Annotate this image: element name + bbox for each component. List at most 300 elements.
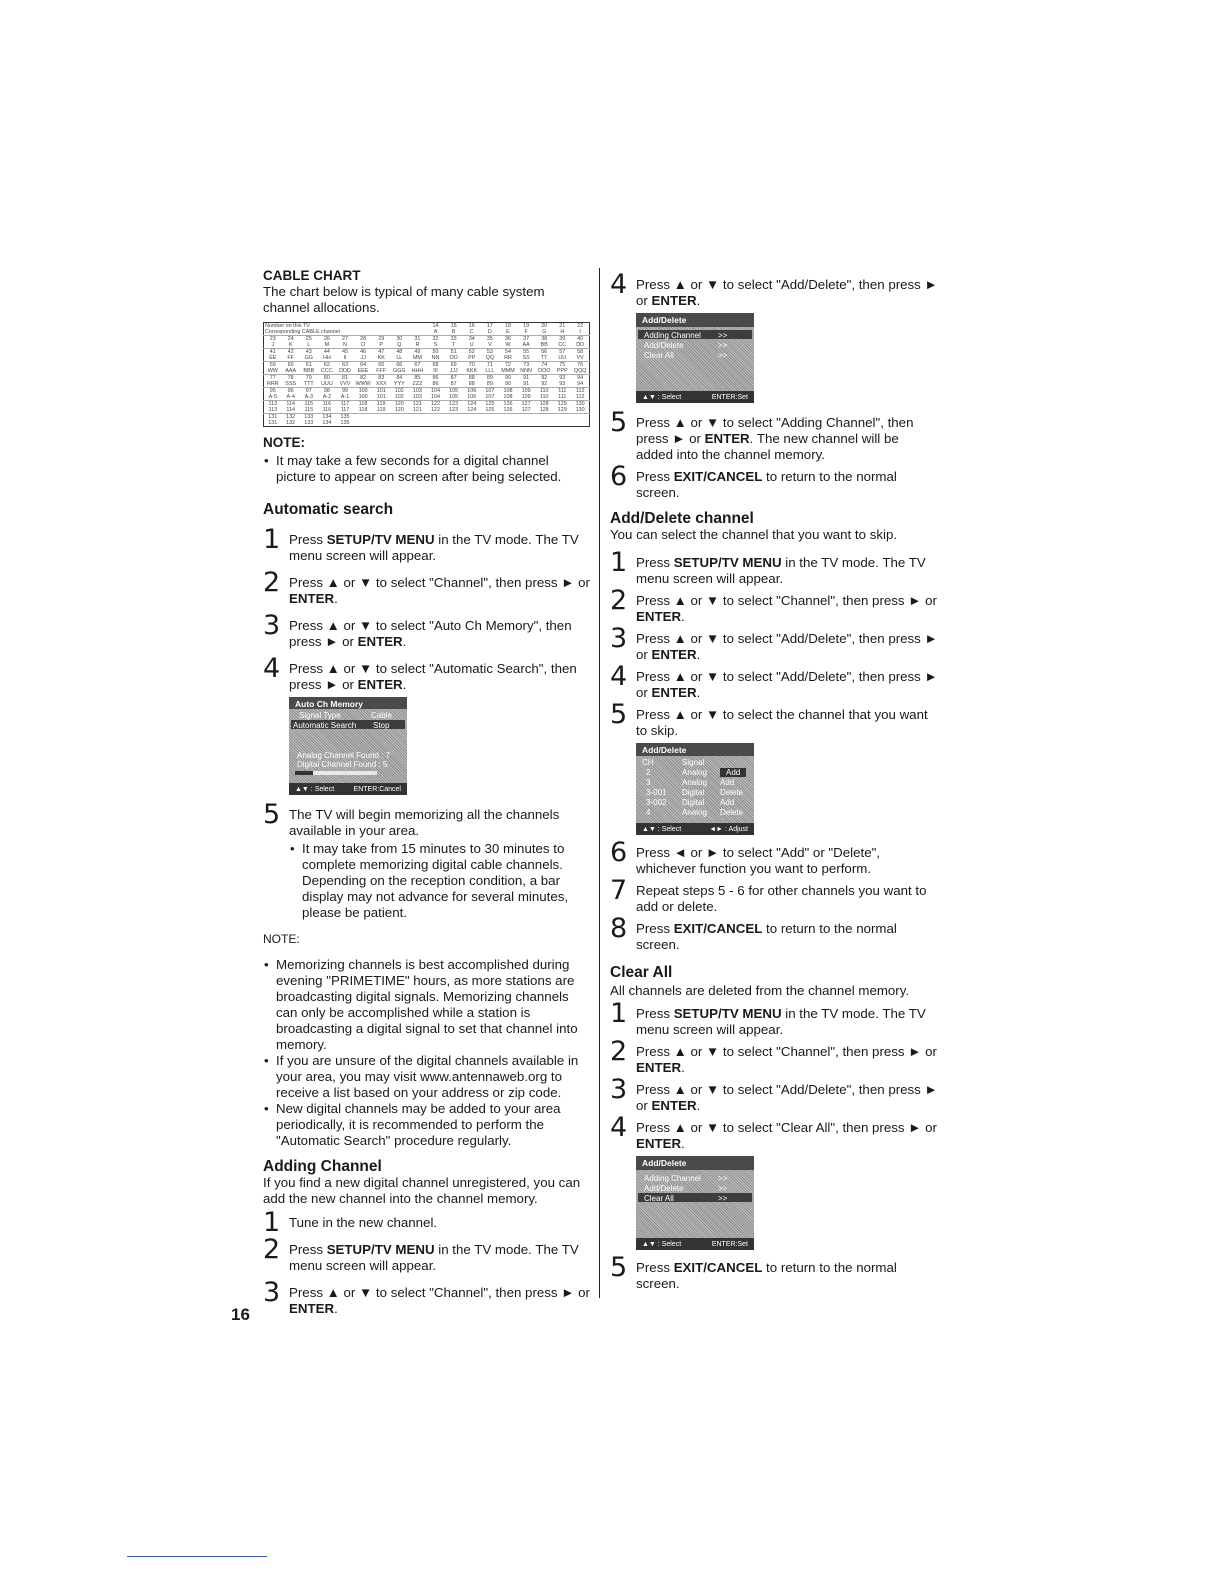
analog-found-text: Analog Channel Found : 7 bbox=[297, 751, 390, 760]
cable-chart-cell: 122 bbox=[426, 401, 444, 408]
cable-chart-cell: HH bbox=[322, 355, 331, 361]
cable-chart-cell: 78 bbox=[282, 375, 300, 382]
cable-chart-cell: 76 bbox=[571, 362, 589, 369]
cable-chart-cell: SS bbox=[522, 355, 530, 361]
cable-chart-cell: 124 bbox=[467, 407, 477, 413]
cable-chart-cell: 127 bbox=[521, 407, 531, 413]
cable-chart-cell: 65 bbox=[372, 362, 390, 369]
step-text: Press ▲ or ▼ to select the channel that you want to skip. bbox=[636, 707, 928, 738]
note2-item: • Memorizing channels is best accomplished during evening "PRIMETIME" hours, as more stations are broadcasting digital signals. Memorizing channels can only be accomplished while a station is broadcasting a digital signal to set that channel into memory. bbox=[263, 957, 590, 1053]
cable-chart-cell: 116 bbox=[318, 401, 336, 408]
cable-chart-cell: 90 bbox=[499, 375, 517, 382]
adding-channel-steps-continued bbox=[610, 269, 938, 1292]
step-3 bbox=[263, 610, 590, 650]
cable-chart-cell: 93 bbox=[553, 375, 571, 382]
osd-footer-right: ENTER:Set bbox=[711, 1241, 748, 1248]
cable-chart-cell: JJ bbox=[360, 355, 366, 361]
step-number: 4 bbox=[610, 1112, 628, 1143]
cable-chart-cell: HHH bbox=[411, 368, 424, 374]
osd-signal-type: Analog bbox=[682, 768, 707, 777]
osd-signal-type: Digital bbox=[682, 798, 705, 807]
cable-chart-cell bbox=[481, 420, 499, 427]
cable-chart-cell: N bbox=[343, 342, 347, 348]
cable-chart-cell: 94 bbox=[577, 381, 584, 387]
cable-chart-cell: ZZZ bbox=[412, 381, 423, 387]
cable-chart-cell bbox=[372, 420, 390, 427]
cable-chart-cell: QQQ bbox=[573, 368, 587, 374]
step-text: Press ▲ or ▼ to select "Channel", then press ► or ENTER. bbox=[289, 575, 590, 606]
cable-chart-cell: DDD bbox=[339, 368, 351, 374]
cable-chart-cell: B bbox=[451, 329, 456, 335]
cable-chart-cell: 32 bbox=[426, 336, 444, 343]
cable-chart-cell: 100 bbox=[358, 394, 368, 400]
cable-chart-cell: 126 bbox=[499, 401, 517, 408]
osd-title: Add/Delete bbox=[642, 1158, 687, 1168]
cable-chart-intro: The chart below is typical of many cable system channel allocations. bbox=[263, 284, 545, 315]
cable-chart-cell: 38 bbox=[535, 336, 553, 343]
osd-title-bar bbox=[636, 1156, 754, 1170]
cable-chart-cell: 91 bbox=[517, 375, 535, 382]
cable-chart-cell: PPP bbox=[556, 368, 568, 374]
step-number: 7 bbox=[610, 875, 628, 906]
cable-chart-cell: 112 bbox=[571, 388, 589, 395]
cable-chart-cell: 61 bbox=[300, 362, 318, 369]
cable-chart-cell: 15 bbox=[450, 323, 457, 329]
osd-add-delete-state: Add bbox=[720, 768, 746, 777]
cable-chart-cell: RR bbox=[504, 355, 512, 361]
cable-chart-cell: 88 bbox=[468, 381, 475, 387]
cable-chart-cell: O bbox=[361, 342, 366, 348]
cable-chart-cell: 47 bbox=[372, 349, 390, 356]
cable-chart-cell: 128 bbox=[535, 401, 553, 408]
step-text: Press EXIT/CANCEL to return to the normal screen. bbox=[636, 921, 897, 952]
cable-chart-cell: 86 bbox=[432, 381, 439, 387]
cable-chart-cell: 66 bbox=[390, 362, 408, 369]
cable-chart-cell: 131 bbox=[264, 414, 282, 421]
cable-chart-cell: 104 bbox=[431, 394, 441, 400]
cable-chart-cell: 125 bbox=[481, 401, 499, 408]
cable-chart-cell: 84 bbox=[390, 375, 408, 382]
cable-chart-cell: 63 bbox=[336, 362, 354, 369]
cable-chart-cell: 89 bbox=[486, 381, 493, 387]
osd-footer bbox=[289, 783, 407, 795]
cable-chart-cell: 14 bbox=[432, 323, 439, 329]
cable-chart-cell: 56 bbox=[535, 349, 553, 356]
cable-chart-cell: 96 bbox=[282, 388, 300, 395]
step-number: 3 bbox=[610, 1074, 628, 1105]
cable-chart-cell: 89 bbox=[481, 375, 499, 382]
osd-menu-arrow: >> bbox=[718, 1194, 728, 1203]
step-text: Press ▲ or ▼ to select "Channel", then press ► or ENTER. bbox=[636, 1044, 937, 1075]
osd-menu-item: Adding Channel bbox=[644, 331, 701, 340]
note2-title: NOTE: bbox=[263, 932, 300, 946]
step-2 bbox=[610, 585, 938, 625]
cable-chart-cell: C bbox=[469, 329, 474, 335]
cable-chart-cell: NN bbox=[431, 355, 440, 361]
cable-chart-cell: GG bbox=[304, 355, 313, 361]
cable-chart-cell: 70 bbox=[463, 362, 481, 369]
osd-menu-arrow: >> bbox=[718, 331, 728, 340]
cable-chart-cell: 73 bbox=[517, 362, 535, 369]
cable-chart-cell: A-1 bbox=[340, 394, 350, 400]
cable-chart-cell: S bbox=[433, 342, 438, 348]
osd-channel-number: 4 bbox=[646, 808, 651, 817]
right-column bbox=[610, 268, 938, 1292]
cable-chart-cell bbox=[571, 420, 589, 427]
cable-chart-cell: 116 bbox=[322, 407, 332, 413]
cable-chart-cell: III bbox=[433, 368, 438, 374]
cable-chart-cell: JJJ bbox=[449, 368, 458, 374]
cable-chart-cell: WW bbox=[267, 368, 278, 374]
cable-chart-cell bbox=[517, 420, 535, 427]
cable-chart-cell: 104 bbox=[426, 388, 444, 395]
cable-chart-cell: 114 bbox=[286, 407, 295, 413]
osd-footer-right: ENTER:Set bbox=[711, 394, 748, 401]
step-2 bbox=[263, 567, 590, 607]
search-progress-bar bbox=[295, 771, 377, 775]
cable-chart-cell: 43 bbox=[300, 349, 318, 356]
cable-chart-cell bbox=[390, 420, 408, 427]
cable-chart-cell: K bbox=[288, 342, 293, 348]
step-6 bbox=[610, 837, 938, 877]
cable-chart-cell: 107 bbox=[485, 394, 495, 400]
clear-all-intro: All channels are deleted from the channel memory. bbox=[610, 983, 910, 998]
cable-chart-cell: A-3 bbox=[304, 394, 313, 400]
osd-title-bar bbox=[636, 743, 754, 756]
cable-chart-cell: 117 bbox=[336, 401, 354, 408]
cable-chart-cell: 113 bbox=[264, 401, 282, 408]
step-number: 1 bbox=[610, 547, 628, 578]
cable-chart-cell: II bbox=[343, 355, 347, 361]
cable-chart-cell: 31 bbox=[408, 336, 426, 343]
cable-chart-cell: 22 bbox=[577, 323, 584, 329]
note-list bbox=[263, 453, 590, 485]
cable-chart-cell: FFF bbox=[376, 368, 387, 374]
cable-chart-cell: 49 bbox=[408, 349, 426, 356]
cable-chart-cell: VVV bbox=[339, 381, 351, 387]
cable-chart-cell: EEE bbox=[357, 368, 369, 374]
cable-chart-cell: 106 bbox=[463, 388, 481, 395]
step-5 bbox=[610, 407, 938, 463]
step-text: Press ▲ or ▼ to select "Add/Delete", then press ► or ENTER. bbox=[636, 277, 938, 308]
cable-chart-cell: 131 bbox=[268, 420, 278, 426]
cable-chart-cell: 93 bbox=[559, 381, 566, 387]
cable-chart-cell: 88 bbox=[463, 375, 481, 382]
cable-chart-cell: DD bbox=[576, 342, 585, 348]
osd-footer bbox=[636, 391, 754, 403]
step-7 bbox=[610, 875, 938, 915]
cable-chart-cell: 109 bbox=[521, 394, 531, 400]
cable-chart-cell: 120 bbox=[394, 407, 404, 413]
cable-chart-cell: 17 bbox=[486, 323, 493, 329]
cable-chart-cell: 55 bbox=[517, 349, 535, 356]
cable-chart-cell: FF bbox=[287, 355, 294, 361]
cable-chart-cell: T bbox=[452, 342, 456, 348]
cable-chart-cell: 123 bbox=[449, 407, 459, 413]
step-4 bbox=[263, 653, 590, 693]
add-delete-menu-screen bbox=[636, 313, 754, 403]
cable-chart-cell: 132 bbox=[286, 420, 296, 426]
cable-chart-cell: 118 bbox=[354, 401, 372, 408]
cable-chart-cell bbox=[354, 420, 372, 427]
step-number: 5 bbox=[610, 1252, 628, 1283]
osd-menu-item: Add/Delete bbox=[644, 341, 684, 350]
step-text: Repeat steps 5 - 6 for other channels you want to add or delete. bbox=[636, 883, 927, 914]
cable-chart-cell: 103 bbox=[412, 394, 422, 400]
cable-chart-cell: 80 bbox=[318, 375, 336, 382]
automatic-search-step-5 bbox=[263, 799, 590, 839]
step-number: 3 bbox=[610, 623, 628, 654]
cable-chart-cell: TTT bbox=[303, 381, 314, 387]
osd-footer bbox=[636, 823, 754, 835]
cable-chart-cell: 134 bbox=[318, 414, 336, 421]
step-number: 4 bbox=[263, 653, 281, 684]
cable-chart-cell: W bbox=[505, 342, 511, 348]
step-3 bbox=[263, 1277, 590, 1317]
cable-chart-cell: 21 bbox=[559, 323, 566, 329]
cable-chart-cell: 114 bbox=[282, 401, 300, 408]
clear-all-menu-screen bbox=[636, 1156, 754, 1250]
cable-chart-cell: 41 bbox=[264, 349, 282, 356]
osd-title: Add/Delete bbox=[642, 745, 687, 755]
cable-chart-cell: LLL bbox=[485, 368, 495, 374]
osd-menu-item: Automatic Search bbox=[293, 721, 357, 730]
cable-chart-cell: 45 bbox=[336, 349, 354, 356]
step-text: Press ◄ or ► to select "Add" or "Delete", whichever function you want to perform. bbox=[636, 845, 881, 876]
step-text: Tune in the new channel. bbox=[289, 1215, 438, 1230]
cable-chart-cell: E bbox=[506, 329, 510, 335]
cable-chart-cell: 122 bbox=[431, 407, 441, 413]
cable-chart-cell: RRR bbox=[266, 381, 279, 387]
cable-chart-cell: AAA bbox=[285, 368, 297, 374]
cable-chart-cell: 33 bbox=[445, 336, 463, 343]
osd-footer-left: ▲▼ : Select bbox=[642, 394, 682, 401]
cable-chart-cell bbox=[445, 420, 463, 427]
step-number: 4 bbox=[610, 269, 628, 300]
cable-chart-cell: 87 bbox=[450, 381, 457, 387]
step-text: Press SETUP/TV MENU in the TV mode. The TV menu screen will appear. bbox=[289, 1242, 579, 1273]
cable-chart-cell: R bbox=[415, 342, 420, 348]
osd-signal-type: Analog bbox=[682, 808, 707, 817]
cable-chart-cell: 74 bbox=[535, 362, 553, 369]
cable-chart-cell: F bbox=[524, 329, 528, 335]
cable-chart-cell: 102 bbox=[390, 388, 408, 395]
osd-channel-number: 3-002 bbox=[646, 798, 667, 807]
step-8 bbox=[610, 913, 938, 953]
page-number: 16 bbox=[231, 1305, 250, 1324]
cable-chart-cell: 18 bbox=[504, 323, 511, 329]
cable-chart-cell: QQ bbox=[485, 355, 495, 361]
step-2 bbox=[263, 1234, 590, 1274]
cable-chart-cell: 71 bbox=[481, 362, 499, 369]
step-text: The TV will begin memorizing all the channels available in your area. bbox=[289, 807, 560, 838]
cable-chart-cell: BBB bbox=[303, 368, 315, 374]
cable-chart-cell: MMM bbox=[501, 368, 515, 374]
cable-chart-cell: 123 bbox=[445, 401, 463, 408]
step-number: 1 bbox=[610, 998, 628, 1029]
cable-chart-title: CABLE CHART bbox=[263, 268, 361, 283]
cable-chart-cell: 35 bbox=[481, 336, 499, 343]
step-number: 5 bbox=[610, 699, 628, 730]
step-4 bbox=[610, 269, 938, 309]
step-number: 2 bbox=[263, 567, 281, 598]
cable-chart-cell: 109 bbox=[517, 388, 535, 395]
step-1 bbox=[263, 1207, 590, 1238]
osd-column-header: CH bbox=[642, 758, 654, 767]
cable-chart-cell: OO bbox=[449, 355, 458, 361]
cable-chart-label: Number on this TV bbox=[265, 323, 310, 329]
cable-chart-cell bbox=[553, 420, 571, 427]
step-text: Press ▲ or ▼ to select "Automatic Search", then press ► or ENTER. bbox=[289, 661, 577, 692]
step-6 bbox=[610, 461, 938, 501]
cable-chart-cell: 92 bbox=[541, 381, 548, 387]
cable-chart-cell: 58 bbox=[571, 349, 589, 356]
cable-chart-cell: G bbox=[542, 329, 547, 335]
add-delete-channel-heading: Add/Delete channel bbox=[610, 510, 754, 527]
cable-chart-cell: 95 bbox=[264, 388, 282, 395]
cable-chart-cell: 48 bbox=[390, 349, 408, 356]
cable-chart-cell: 105 bbox=[445, 388, 463, 395]
osd-channel-number: 2 bbox=[646, 768, 651, 777]
osd-add-delete-state: Delete bbox=[720, 808, 744, 817]
cable-chart-cell: L bbox=[307, 342, 311, 348]
cable-chart-cell: SSS bbox=[285, 381, 297, 387]
automatic-search-steps bbox=[263, 524, 590, 693]
cable-chart-cell: 126 bbox=[503, 407, 513, 413]
note2-list bbox=[263, 957, 590, 1149]
step-number: 3 bbox=[263, 610, 281, 641]
step-number: 2 bbox=[610, 1036, 628, 1067]
note2-item: • New digital channels may be added to your area periodically, it is recommended to perform the "Automatic Search" procedure regularly. bbox=[263, 1101, 590, 1149]
step-text: Press SETUP/TV MENU in the TV mode. The TV menu screen will appear. bbox=[636, 555, 926, 586]
osd-signal-type: Analog bbox=[682, 778, 707, 787]
left-column bbox=[263, 268, 590, 1317]
osd-menu-arrow: >> bbox=[718, 1174, 728, 1183]
cable-chart-cell: 112 bbox=[575, 394, 585, 400]
osd-menu-arrow: >> bbox=[718, 1184, 728, 1193]
step-text: Press EXIT/CANCEL to return to the normal screen. bbox=[636, 469, 897, 500]
step5-bullet-list bbox=[289, 841, 590, 921]
step-number: 5 bbox=[610, 407, 628, 438]
cable-chart-cell: 117 bbox=[340, 407, 350, 413]
cable-chart-cell: 115 bbox=[300, 401, 318, 408]
cable-chart-cell: EE bbox=[269, 355, 277, 361]
cable-chart-cell: 133 bbox=[300, 414, 318, 421]
cable-chart-cell: GGG bbox=[393, 368, 406, 374]
osd-add-delete-state: Delete bbox=[720, 788, 744, 797]
cable-chart-cell: KKK bbox=[466, 368, 478, 374]
cable-chart-cell: 19 bbox=[523, 323, 530, 329]
step-2 bbox=[610, 1036, 938, 1076]
note2-item: • If you are unsure of the digital channels available in your area, you may visit www.antennaweb.org to receive a list based on your address or zip code. bbox=[263, 1053, 590, 1101]
adding-channel-intro: If you find a new digital channel unregistered, you can add the new channel into the channel memory. bbox=[263, 1175, 581, 1206]
auto-ch-memory-screen bbox=[289, 697, 407, 795]
cable-chart-cell: 69 bbox=[445, 362, 463, 369]
cable-chart-cell: 108 bbox=[499, 388, 517, 395]
step5-bullet: • It may take from 15 minutes to 30 minutes to complete memorizing digital cable channels. Depending on the reception condition, a bar display may not advance for several minutes, please be patient. bbox=[289, 841, 590, 921]
step-number: 4 bbox=[610, 661, 628, 692]
cable-chart-cell: 25 bbox=[300, 336, 318, 343]
osd-title: Auto Ch Memory bbox=[295, 699, 363, 709]
cable-chart-cell: 77 bbox=[264, 375, 282, 382]
step-number: 2 bbox=[610, 585, 628, 616]
osd-footer-right: ENTER:Cancel bbox=[353, 786, 401, 793]
cable-chart-cell: 67 bbox=[408, 362, 426, 369]
cable-chart-cell: CC bbox=[558, 342, 567, 348]
step-1 bbox=[610, 547, 938, 587]
osd-title-bar bbox=[289, 697, 407, 709]
cable-chart-cell: 57 bbox=[553, 349, 571, 356]
step-number: 1 bbox=[263, 1207, 281, 1238]
cable-chart-cell bbox=[408, 420, 426, 427]
osd-title-bar bbox=[636, 313, 754, 327]
cable-chart-cell: 85 bbox=[408, 375, 426, 382]
search-progress-fill bbox=[295, 771, 313, 775]
cable-chart-cell: OOO bbox=[537, 368, 551, 374]
automatic-search-heading: Automatic search bbox=[263, 501, 394, 518]
step-4 bbox=[610, 1112, 938, 1152]
cable-chart-cell: 107 bbox=[481, 388, 499, 395]
cable-chart-cell: 23 bbox=[264, 336, 282, 343]
cable-chart-cell: 101 bbox=[376, 394, 386, 400]
cable-chart-cell: 135 bbox=[336, 414, 354, 421]
cable-chart-cell: 72 bbox=[499, 362, 517, 369]
osd-menu-arrow: >> bbox=[718, 351, 728, 360]
cable-chart-cell: 39 bbox=[553, 336, 571, 343]
channel-skip-screen bbox=[636, 743, 754, 835]
osd-menu-item: Clear All bbox=[644, 351, 674, 360]
cable-chart-cell: M bbox=[324, 342, 330, 348]
cable-chart-cell: A bbox=[433, 329, 438, 335]
cable-chart-cell: A-5 bbox=[268, 394, 277, 400]
step-5 bbox=[263, 799, 590, 839]
step-5 bbox=[610, 1252, 938, 1292]
cable-chart-cell: 121 bbox=[408, 401, 426, 408]
cable-chart-cell: AA bbox=[522, 342, 530, 348]
clear-all-heading: Clear All bbox=[610, 964, 673, 981]
step-text: Press ▲ or ▼ to select "Adding Channel", then press ► or ENTER. The new channel will be added into the channel memory. bbox=[636, 415, 914, 462]
cable-chart-cell: 135 bbox=[340, 420, 350, 426]
cable-chart-cell: Q bbox=[397, 342, 402, 348]
cable-chart-cell: 121 bbox=[412, 407, 422, 413]
cable-chart-cell: 75 bbox=[553, 362, 571, 369]
osd-menu-item: Adding Channel bbox=[644, 1174, 701, 1183]
step-1 bbox=[610, 998, 938, 1038]
cable-chart-cell: 62 bbox=[318, 362, 336, 369]
step-number: 8 bbox=[610, 913, 628, 944]
cable-chart-cell: 119 bbox=[376, 407, 386, 413]
cable-chart-cell: 51 bbox=[445, 349, 463, 356]
cable-chart-cell: 83 bbox=[372, 375, 390, 382]
cable-chart-cell: 125 bbox=[485, 407, 495, 413]
cable-chart-cell: 113 bbox=[268, 407, 278, 413]
cable-chart-cell: 82 bbox=[354, 375, 372, 382]
cable-chart-cell: 86 bbox=[426, 375, 444, 382]
cable-chart-cell: 34 bbox=[463, 336, 481, 343]
osd-add-delete-state: Add bbox=[720, 778, 735, 787]
osd-channel-number: 3 bbox=[646, 778, 651, 787]
cable-chart-cell: I bbox=[579, 329, 581, 335]
osd-title: Add/Delete bbox=[642, 315, 687, 325]
cable-chart-label: Corresponding CABLE channel bbox=[265, 329, 340, 335]
step-text: Press ▲ or ▼ to select "Channel", then press ► or ENTER. bbox=[289, 1285, 590, 1316]
digital-found-text: Digital Channel Found : 5 bbox=[297, 760, 388, 769]
cable-chart-cell: 111 bbox=[558, 394, 567, 400]
cable-chart-cell: UU bbox=[558, 355, 567, 361]
cable-chart-cell: 16 bbox=[468, 323, 475, 329]
cable-chart-cell: 111 bbox=[553, 388, 571, 395]
cable-chart-cell: D bbox=[487, 329, 492, 335]
